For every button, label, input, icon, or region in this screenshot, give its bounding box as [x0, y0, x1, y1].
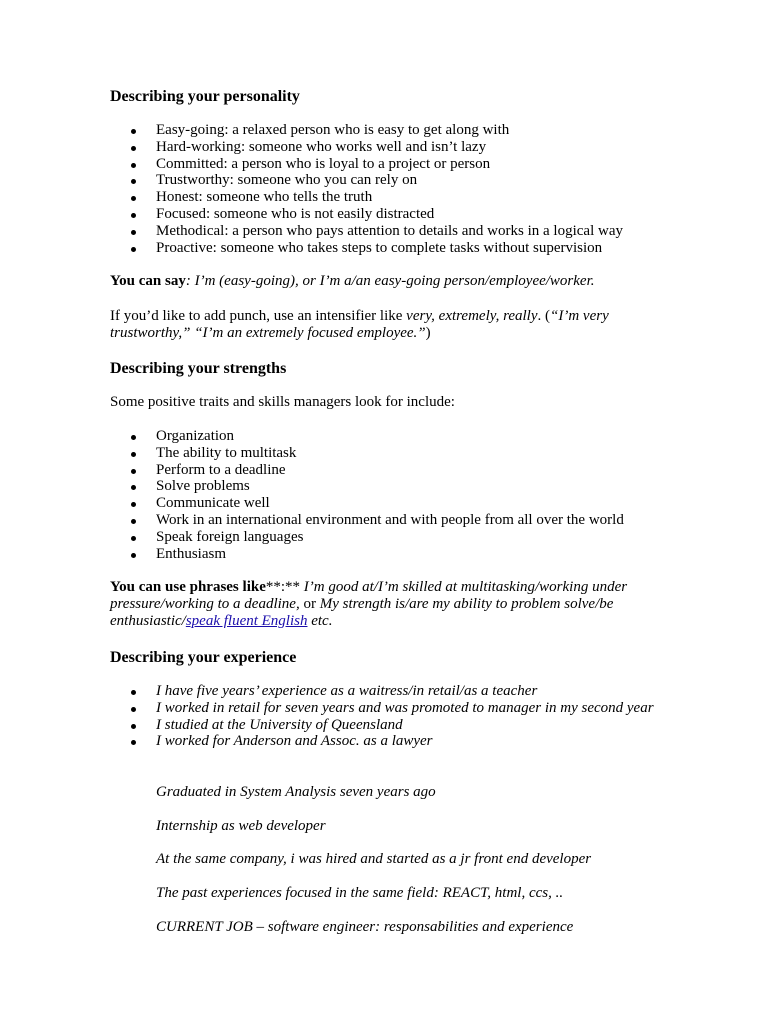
list-item: Trustworthy: someone who you can rely on	[110, 172, 670, 189]
experience-list	[110, 683, 655, 750]
bullet-icon	[131, 469, 136, 474]
list-item: I have five years’ experience as a waitress/in retail/as a teacher	[110, 683, 655, 700]
list-item: Methodical: a person who pays attention to details and works in a logical way	[110, 223, 670, 240]
bullet-icon	[131, 502, 136, 507]
heading-strengths: Describing your strengths	[110, 360, 287, 377]
speak-fluent-english-link[interactable]: speak fluent English	[185, 613, 308, 629]
bullet-icon	[131, 690, 136, 695]
list-item: Proactive: someone who takes steps to complete tasks without supervision	[110, 240, 670, 257]
list-item: Communicate well	[110, 495, 670, 512]
bullet-icon	[131, 163, 136, 168]
personality-list	[110, 122, 670, 256]
list-item: I worked for Anderson and Assoc. as a lawyer	[110, 733, 655, 750]
bullet-icon	[131, 247, 136, 252]
bullet-icon	[131, 230, 136, 235]
bullet-icon	[131, 485, 136, 490]
strengths-intro: Some positive traits and skills managers look for include:	[110, 394, 455, 410]
you-can-say-paragraph: You can say: I’m (easy-going), or I’m a/an easy-going person/employee/worker.	[110, 273, 595, 289]
bullet-icon	[131, 179, 136, 184]
bullet-icon	[131, 129, 136, 134]
list-item: Enthusiasm	[110, 546, 670, 563]
intensifier-paragraph: If you’d like to add punch, use an intensifier like very, extremely, really. (“I’m very trustworthy,” “I’m an extremely focused employee.”)	[110, 308, 609, 341]
list-item: Work in an international environment and with people from all over the world	[110, 512, 670, 529]
phrases-paragraph: You can use phrases like**:** I’m good at/I’m skilled at multitasking/working under pressure/working to a deadline, or My strength is/are my ability to problem solve/be enthusiastic/speak fluent English etc.	[110, 579, 628, 629]
list-item: I studied at the University of Queensland	[110, 717, 655, 734]
bullet-icon	[131, 724, 136, 729]
bullet-icon	[131, 435, 136, 440]
heading-experience: Describing your experience	[110, 649, 297, 666]
strengths-list	[110, 428, 670, 562]
bullet-icon	[131, 553, 136, 558]
list-item: Focused: someone who is not easily distracted	[110, 206, 670, 223]
list-item: Honest: someone who tells the truth	[110, 189, 670, 206]
bullet-icon	[131, 740, 136, 745]
bullet-icon	[131, 213, 136, 218]
experience-note: Internship as web developer	[156, 818, 326, 834]
experience-note: At the same company, i was hired and started as a jr front end developer	[156, 851, 592, 867]
list-item: Committed: a person who is loyal to a project or person	[110, 156, 670, 173]
list-item: Solve problems	[110, 478, 670, 495]
list-item: Hard-working: someone who works well and isn’t lazy	[110, 139, 670, 156]
experience-note: The past experiences focused in the same field: REACT, html, ccs, ..	[156, 885, 564, 901]
list-item: I worked in retail for seven years and was promoted to manager in my second year	[110, 700, 655, 717]
bullet-icon	[131, 452, 136, 457]
bullet-icon	[131, 707, 136, 712]
list-item: Easy-going: a relaxed person who is easy to get along with	[110, 122, 670, 139]
bullet-icon	[131, 519, 136, 524]
list-item: Organization	[110, 428, 670, 445]
list-item: Perform to a deadline	[110, 462, 670, 479]
bullet-icon	[131, 536, 136, 541]
experience-note: CURRENT JOB – software engineer: responsabilities and experience	[156, 919, 574, 935]
bullet-icon	[131, 146, 136, 151]
bullet-icon	[131, 196, 136, 201]
experience-note: Graduated in System Analysis seven years ago	[156, 784, 436, 800]
heading-personality: Describing your personality	[110, 88, 300, 105]
list-item: Speak foreign languages	[110, 529, 670, 546]
list-item: The ability to multitask	[110, 445, 670, 462]
